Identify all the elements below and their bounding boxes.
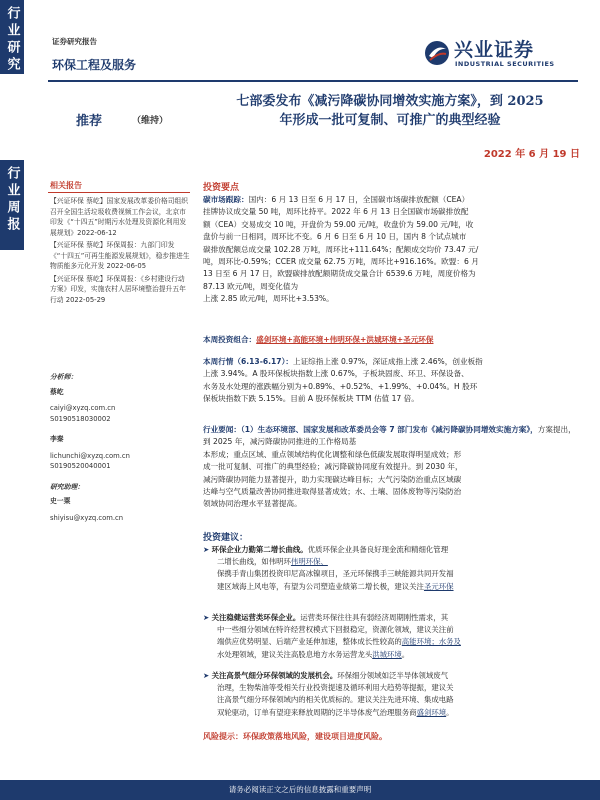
- brand-name-en: INDUSTRIAL SECURITIES: [455, 60, 555, 68]
- side-band-top: [0, 0, 24, 74]
- advice-item-2: [203, 612, 578, 661]
- portfolio-section: [203, 334, 583, 346]
- researcher-heading: 研究助理：: [50, 482, 84, 491]
- news-line: 方案提出，到 2025 年，减污降碳协同推进的工作格局基: [203, 425, 576, 447]
- advice-item-1: [203, 544, 578, 593]
- carbon-line: 13 日至 6 月 17 日，欧盟碳排放配额期货成交量合计 6539.6 万吨，周度价格为: [203, 269, 476, 279]
- advice-item-3: [203, 670, 578, 719]
- side-label-weekly: 行业周报: [4, 166, 20, 234]
- stock-link[interactable]: 盛剑环境: [416, 707, 447, 717]
- analyst-email[interactable]: lichunchi@xyzq.com.cn: [50, 451, 130, 460]
- advice-line: 治理，生物柴油等受相关行业投资提速及循环利用大趋势等提振，建议关: [217, 683, 454, 693]
- advice-heading: 投资建议：: [203, 533, 249, 543]
- advice-line: 水处理领域，建议关注高股息地方水务运营龙头: [217, 649, 373, 659]
- advice-line: 环保细分领域如泛半导体领域废气: [337, 671, 449, 680]
- related-list: [50, 196, 190, 305]
- news-label: 行业要闻：（1）生态环境部、国家发展和改革委员会等 7 部门发布《减污降碳协同增效实施方案》，: [203, 425, 538, 434]
- advice-line: 运营类环保往往具有弱经济周期刚性需求，其: [300, 613, 449, 622]
- report-type: 证券研究报告: [52, 37, 97, 46]
- advice-line: 端供应优势明显、后端产业延伸加速，整体成长性较高的: [217, 637, 402, 647]
- advice-line: 。: [401, 649, 410, 659]
- portfolio-stocks[interactable]: 盛剑环境+高能环境+伟明环保+洪城环境+圣元环保: [256, 335, 434, 344]
- carbon-line: 上涨 2.85 欧元/吨，周环比+3.53%。: [203, 294, 334, 304]
- advice-line: 。: [446, 707, 454, 717]
- advice-line: 二增长曲线，如伟明环: [217, 557, 291, 567]
- carbon-line: 盘价与前一日相同，周环比不变。6 月 6 日至 6 月 10 日，国内 8 个试点城市: [203, 232, 467, 242]
- carbon-line: 87.13 欧元/吨，周变化值为: [203, 281, 299, 291]
- carbon-label: 碳市场跟踪：: [203, 195, 249, 204]
- news-line: 减污降碳协同能力显著提升，助力实现碳达峰目标；大气污染防治重点区域碳: [203, 474, 462, 484]
- carbon-line: 挂牌协议成交量 50 吨，周环比持平。2022 年 6 月 13 日全国碳市场碳排放配: [203, 207, 469, 217]
- arrow-right-icon: ➤: [203, 671, 210, 680]
- related-item[interactable]: 【兴证环保 蔡屹】国家发展改革委价格司组织召开全国生活垃圾收费视频工作会议，北京市印发《“十四五”时期污水处理及资源化利用发展规划》2022-06-12: [50, 197, 189, 237]
- market-line: 保板块指数下跌 5.15%。目前 A 股环保板块 TTM 估值 17 倍。: [203, 394, 419, 404]
- analyst-heading: 分析师：: [50, 373, 78, 381]
- report-title: [200, 92, 580, 130]
- market-line: 上涨 3.94%。A 股环保板块指数上涨 0.67%，子板块固废、环卫、环保设备、: [203, 369, 469, 379]
- advice-title: 关注稳健运营类环保企业。: [211, 613, 301, 622]
- side-band-mid: [0, 160, 24, 250]
- stock-link[interactable]: 伟明环保、: [290, 557, 328, 567]
- carbon-market-section: [203, 194, 583, 306]
- stock-link[interactable]: 洪城环境: [372, 649, 402, 659]
- brand-mark-icon: [424, 40, 450, 66]
- news-line: 成一批可复制、可推广的典型经验；减污降碳协同度有效提升。到 2030 年，: [203, 462, 463, 472]
- footer-disclaimer: 请务必阅读正文之后的信息披露和重要声明: [0, 780, 600, 800]
- arrow-right-icon: ➤: [203, 613, 210, 622]
- news-line: 本形成；重点区域、重点领域结构优化调整和绿色低碳发展取得明显成效；形: [203, 449, 462, 459]
- market-section: [203, 356, 583, 406]
- report-date: 2022 年 6 月 19 日: [483, 149, 580, 160]
- brand-name-cn: 兴业证券: [454, 39, 535, 61]
- advice-line: 双轮驱动，订单有望迎来释放周期的泛半导体废气治理服务商: [217, 707, 417, 717]
- carbon-line: 国内：6 月 13 日至 6 月 17 日，全国碳市场碳排放配额（CEA）: [248, 195, 470, 204]
- advice-line: 建区域海上风电等，有望为公司塑造业绩第二增长极，建议关注: [217, 581, 424, 591]
- portfolio-label: 本周投资组合：: [203, 335, 257, 344]
- advice-title: 关注高景气细分环保领域的发展机会。: [211, 671, 338, 680]
- analyst-cert: S0190520040001: [50, 462, 111, 470]
- advice-line: 保携手青山集团投资印尼高冰镍项目，圣元环保携手三峡能源共同开发福: [217, 569, 454, 579]
- news-section: [203, 424, 583, 511]
- brand-logo: [424, 34, 584, 74]
- carbon-line: 吨，周环比-0.59%；CCER 成交量 62.75 万吨，周环比+916.16%。欧盟：6 月: [203, 257, 479, 267]
- researcher-name: 史一粟: [50, 497, 71, 505]
- stock-link[interactable]: 高能环境；水务及: [401, 637, 461, 647]
- advice-line: 中一些细分领域在特许经营权模式下回报稳定，资源化领域，建议关注前: [217, 625, 454, 635]
- highlights-heading: 投资要点: [203, 183, 240, 193]
- advice-line: 优质环保企业具备良好现金流和精细化管理: [307, 545, 449, 554]
- advice-line: 注高景气细分环保领域内的相关优质标的。建议关注先进环境、集成电路: [217, 695, 454, 705]
- analyst-email[interactable]: caiyi@xyzq.com.cn: [50, 404, 116, 412]
- stock-link[interactable]: 圣元环保: [423, 581, 454, 591]
- rating-change: （维持）: [132, 116, 169, 126]
- carbon-line: 碳排放配额总成交量 102.28 万吨，周环比+111.64%；配额成交均价 73.47 元/: [203, 244, 479, 254]
- news-line: 领域协同治理水平显著提高。: [203, 499, 302, 509]
- news-line: 达峰与空气质量改善协同推进取得显著成效；水、土壤、固体废物等污染防治: [203, 487, 462, 497]
- related-item[interactable]: 【兴证环保 蔡屹】环保周报：九部门印发《“十四五”可再生能源发展规划》，稳步推进生物质能多元化开发 2022-06-05: [50, 241, 190, 270]
- market-line: 水务及水处理的涨跌幅分别为+0.89%、+0.52%、+1.99%、+0.04%。H 股环: [203, 381, 478, 391]
- analyst-cert: S0190518030002: [50, 414, 111, 423]
- title-line: 七部委发布《减污降碳协同增效实施方案》，到 2025: [236, 94, 544, 109]
- arrow-right-icon: ➤: [203, 545, 210, 554]
- title-line: 年形成一批可复制、可推广的典型经验: [279, 113, 501, 128]
- header-divider: [48, 80, 578, 82]
- analyst-block: [50, 372, 190, 523]
- market-line: 上证综指上涨 0.97%，深证成指上涨 2.46%，创业板指: [292, 357, 483, 366]
- related-item[interactable]: 【兴证环保 蔡屹】环保周报：《乡村建设行动方案》印发，实施农村人居环境整治提升五年行动 2022-05-29: [50, 274, 186, 304]
- analyst-name: 蔡屹: [50, 387, 64, 396]
- analyst-name: 李秦: [50, 435, 64, 443]
- advice-title: 环保企业力勤第二增长曲线。: [211, 545, 308, 554]
- market-label: 本周行情（6.13-6.17）：: [203, 357, 293, 366]
- risk-warning: 风险提示：环保政策落地风险，建设项目进度风险。: [203, 732, 387, 741]
- related-heading: 相关报告: [50, 181, 82, 190]
- related-divider: [48, 192, 190, 193]
- carbon-line: 额（CEA）交易成交 10 吨，开盘价为 59.00 元/吨，收盘价为 59.00 元/吨，收: [203, 219, 474, 229]
- side-label-research: 行业研究: [4, 6, 20, 74]
- rating-label: 推荐: [76, 114, 103, 129]
- industry-name: 环保工程及服务: [52, 58, 137, 72]
- researcher-email[interactable]: shiyisu@xyzq.com.cn: [50, 513, 124, 522]
